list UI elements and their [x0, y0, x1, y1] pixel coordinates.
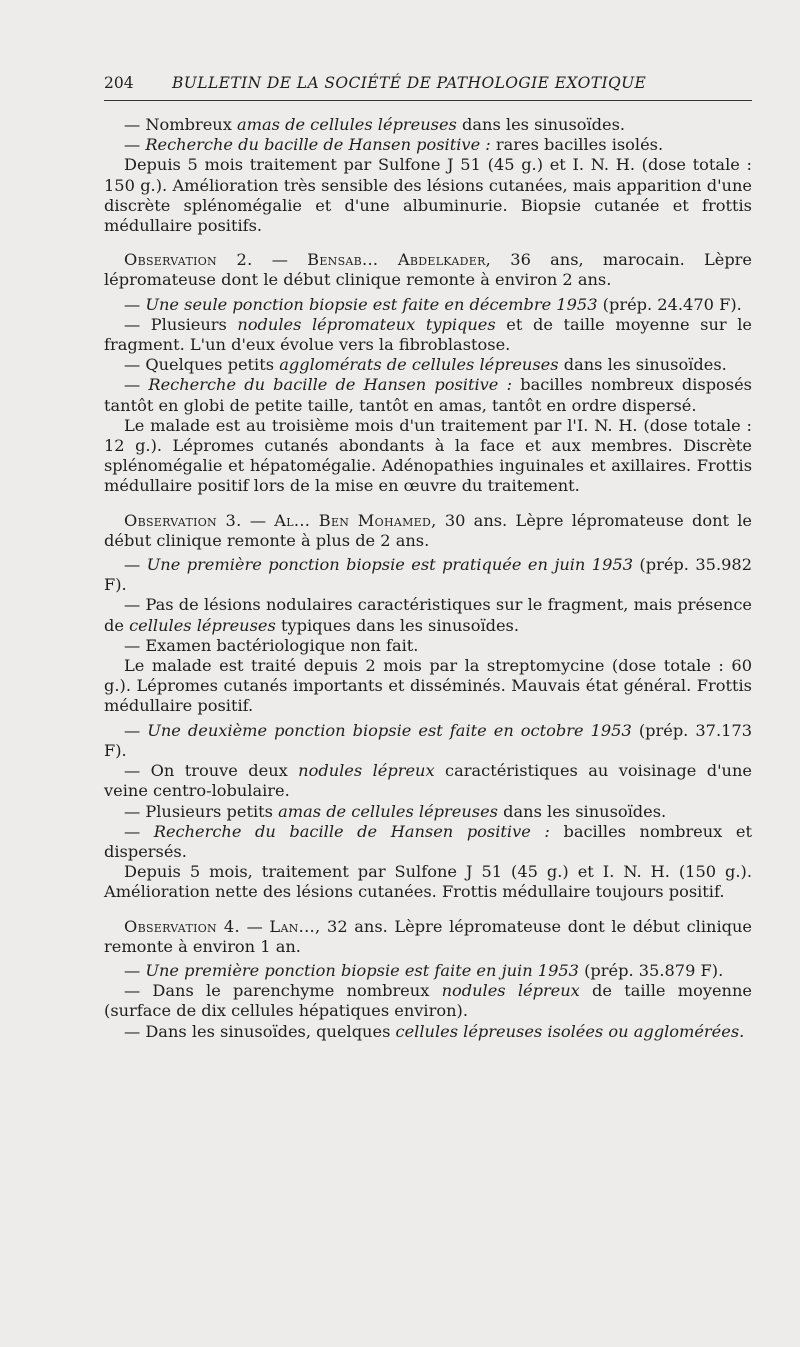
paragraph — [104, 595, 752, 635]
small-caps-run: Observation 4. — [124, 916, 240, 936]
observation-heading-3 — [104, 511, 752, 551]
text-run: — On trouve deux — [124, 761, 299, 781]
text-run: — — [252, 250, 308, 270]
small-caps-run: Bensab... Abdelkader, — [307, 250, 492, 270]
text-run: rares bacilles isolés. — [490, 135, 664, 155]
text-run: — Nombreux — [124, 115, 237, 134]
paragraph — [104, 135, 752, 155]
body-text — [104, 115, 752, 1042]
text-run: — — [241, 510, 275, 530]
italic-run: Recherche du bacille de Hansen positive : — [148, 375, 513, 395]
small-caps-run: Al... Ben Mohamed, — [274, 510, 437, 530]
paragraph — [104, 862, 752, 902]
text-run: 32 ans. Lèpre lépromateuse dont le début clinique remonte à environ 1 an. — [104, 916, 752, 956]
text-run: dans les sinusoïdes. — [558, 355, 727, 375]
small-caps-run: Observation 2. — [124, 250, 253, 270]
running-header — [104, 72, 752, 101]
page-number: 204 — [104, 74, 134, 92]
italic-run: nodules lépromateux typiques — [237, 314, 496, 334]
paragraph — [104, 822, 752, 862]
text-run: (prép. 35.879 F). — [578, 960, 724, 980]
text-run: Depuis 5 mois, traitement par Sulfone J 51 (45 g.) et I. N. H. (150 g.). Amélioration nette des lésions cutanées. Frottis médullaire toujours positif. — [104, 862, 752, 902]
text-run: Depuis 5 mois traitement par Sulfone J 51 (45 g.) et I. N. H. (dose totale : 150 g.). Amélioration très sensible des lésions cutanées, mais apparition d'une discrète splénomégalie et d'une albuminurie. Biopsie cutanée et frottis médullaire positifs. — [104, 155, 752, 236]
paragraph — [104, 295, 752, 315]
text-run: et de taille moyenne sur le fragment. L'un d'eux évolue vers la fibroblastose. — [104, 314, 752, 355]
small-caps-run: Lan..., — [269, 916, 321, 936]
paragraph — [104, 656, 752, 717]
paragraph — [104, 961, 752, 981]
small-caps-run: Observation 3. — [124, 510, 242, 530]
paragraph — [104, 355, 752, 375]
text-run: (prép. 35.982 F). — [104, 555, 752, 595]
text-run: — Plusieurs petits — [124, 801, 279, 821]
text-run: — Examen bactériologique non fait. — [124, 635, 419, 655]
italic-run: nodules lépreux — [298, 761, 435, 781]
italic-run: Une seule ponction biopsie est faite en décembre 1953 — [145, 294, 598, 314]
text-run: — — [124, 960, 146, 980]
text-run: — — [124, 135, 146, 155]
text-run: dans les sinusoïdes. — [456, 115, 626, 134]
paragraph — [104, 555, 752, 595]
paragraph — [104, 155, 752, 236]
paragraph — [104, 315, 752, 355]
paragraph — [104, 115, 752, 135]
italic-run: Recherche du bacille de Hansen positive : — [145, 135, 491, 155]
text-run: (prép. 37.173 F). — [104, 720, 752, 760]
text-run: bacilles nombreux disposés tantôt en globi de petite taille, tantôt en amas, tantôt en ordre dispersé. — [104, 375, 752, 415]
italic-run: Une première ponction biopsie est faite en juin 1953 — [145, 960, 579, 980]
text-run: typiques dans les sinusoïdes. — [275, 615, 520, 635]
page — [104, 72, 752, 1042]
paragraph — [104, 636, 752, 656]
observation-heading-4 — [104, 917, 752, 957]
text-run: (prép. 24.470 F). — [597, 294, 742, 314]
text-run: de taille moyenne (surface de dix cellules hépatiques environ). — [104, 981, 752, 1021]
text-run: — Pas de lésions nodulaires caractéristiques sur le fragment, mais présence de — [104, 595, 752, 635]
paragraph — [104, 375, 752, 415]
paragraph — [104, 416, 752, 497]
text-run: 36 ans, marocain. Lèpre lépromateuse dont le début clinique remonte à environ 2 ans. — [104, 250, 753, 290]
text-run: — Quelques petits — [124, 355, 280, 375]
text-run: Le malade est traité depuis 2 mois par la streptomycine (dose totale : 60 g.). Lépromes cutanés importants et disséminés. Mauvais état général. Frottis médullaire positif. — [104, 656, 752, 716]
paragraph — [104, 761, 752, 801]
text-run: bacilles nombreux et dispersés. — [104, 821, 752, 861]
italic-run: Une première ponction biopsie est pratiquée en juin 1953 — [146, 555, 633, 575]
italic-run: cellules lépreuses — [129, 615, 276, 635]
text-run: — — [124, 294, 146, 314]
text-run: 30 ans. Lèpre lépromateuse dont le début clinique remonte à plus de 2 ans. — [104, 510, 753, 550]
text-run: — — [239, 916, 270, 936]
text-run: — Plusieurs — [124, 314, 238, 334]
paragraph — [104, 802, 752, 822]
observation-heading-2 — [104, 250, 752, 290]
italic-run: agglomérats de cellules lépreuses — [279, 355, 559, 375]
text-run: — — [124, 555, 147, 575]
paragraph — [104, 1022, 752, 1042]
italic-run: cellules lépreuses isolées ou agglomérées. — [395, 1021, 745, 1041]
text-run: — Dans les sinusoïdes, quelques — [124, 1021, 396, 1041]
italic-run: amas de cellules lépreuses — [278, 801, 498, 821]
text-run: caractéristiques au voisinage d'une veine centro-lobulaire. — [104, 761, 752, 801]
italic-run: Une deuxième ponction biopsie est faite en octobre 1953 — [147, 720, 632, 740]
text-run: — — [124, 821, 154, 841]
text-run: — Dans le parenchyme nombreux — [124, 981, 442, 1001]
italic-run: Recherche du bacille de Hansen positive : — [153, 821, 550, 841]
text-run: Le malade est au troisième mois d'un traitement par l'I. N. H. (dose totale : 12 g.). Lépromes cutanés abondants à la face et aux membres. Discrète splénomégalie et hépatomégalie. Adénopathies inguinales et axillaires. Frottis médullaire positif lors de la mise en œuvre du traitement. — [104, 415, 752, 496]
italic-run: amas de cellules lépreuses — [236, 115, 457, 134]
journal-title: BULLETIN DE LA SOCIÉTÉ DE PATHOLOGIE EXOTIQUE — [172, 74, 647, 92]
paragraph — [104, 981, 752, 1021]
text-run: dans les sinusoïdes. — [497, 801, 667, 821]
italic-run: nodules lépreux — [441, 981, 580, 1001]
text-run: — — [124, 720, 148, 740]
text-run: — — [124, 375, 149, 395]
paragraph — [104, 721, 752, 761]
